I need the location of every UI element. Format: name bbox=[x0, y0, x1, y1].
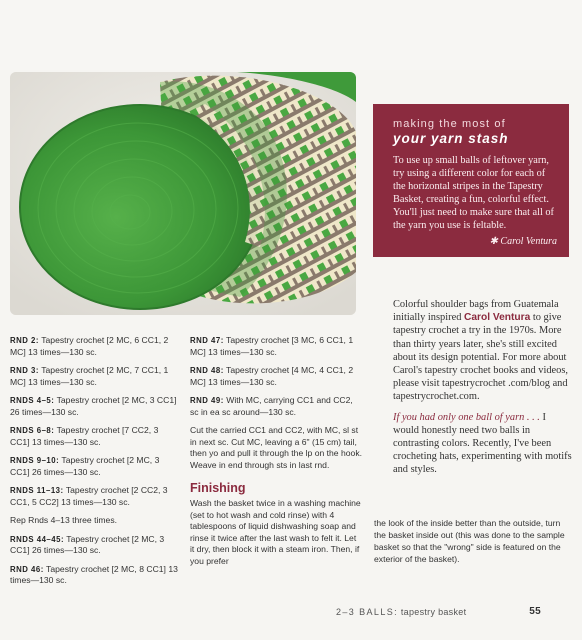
bio-text-end: to give tapestry crochet a try in the 1970s. More than thirty years later, she's still excited about its design potential. For more about Carol's tapestry crochet books and videos, please visit tapestrycrochet .com/blog and tapestrycrochet.com. bbox=[393, 312, 569, 403]
round-text: Rep Rnds 4–13 three times. bbox=[10, 515, 118, 525]
footer-section: 2–3 BALLS: bbox=[336, 607, 399, 617]
round-text: Tapestry crochet [2 MC, 6 CC1, 2 MC] 13 times—130 sc. bbox=[10, 335, 169, 357]
instruction-entry bbox=[10, 395, 178, 418]
round-label: RNDS 6–8: bbox=[10, 426, 55, 435]
round-label: RND 47: bbox=[190, 336, 224, 345]
sidebar-heading-line2: your yarn stash bbox=[393, 131, 509, 146]
page-number: 55 bbox=[529, 606, 541, 617]
instructions-column-2 bbox=[190, 335, 362, 567]
finishing-text-part1: Wash the basket twice in a washing machine (set to hot wash and cold rinse) with 4 tablespoons of liquid dishwashing soap and rinse it twice after the last wash to felt it. Let it dry, then block it with a steam iron. Then, if you prefer bbox=[190, 498, 361, 566]
round-text: Tapestry crochet [4 MC, 4 CC1, 2 MC] 13 times—130 sc. bbox=[190, 365, 354, 387]
round-label: RNDS 4–5: bbox=[10, 396, 55, 405]
footer-title: tapestry basket bbox=[400, 607, 467, 617]
instructions-column-1 bbox=[10, 335, 178, 594]
round-text: Tapestry crochet [3 MC, 6 CC1, 1 MC] 13 times—130 sc. bbox=[190, 335, 354, 357]
round-text: Tapestry crochet [2 MC, 3 CC1] 26 times—130 sc. bbox=[10, 395, 177, 417]
bio-one-ball-paragraph bbox=[393, 411, 573, 477]
finishing-heading: Finishing bbox=[190, 481, 246, 495]
yarn-stash-sidebar bbox=[373, 104, 569, 257]
bio-question: If you had only one ball of yarn . . . bbox=[393, 411, 540, 423]
round-label: RNDS 44–45: bbox=[10, 534, 65, 544]
instruction-entry bbox=[10, 564, 178, 587]
felted-basket-illustration bbox=[10, 72, 356, 315]
designer-name: Carol Ventura bbox=[464, 312, 531, 324]
instruction-entry bbox=[10, 455, 178, 478]
round-label: RND 48: bbox=[190, 366, 224, 375]
page-footer bbox=[336, 607, 576, 617]
round-label: RNDS 9–10: bbox=[10, 456, 60, 465]
round-label: RNDS 11–13: bbox=[10, 486, 64, 495]
round-label: RND 2: bbox=[10, 336, 39, 345]
round-text: Tapestry crochet [2 MC, 7 CC1, 1 MC] 13 times—130 sc. bbox=[10, 365, 169, 387]
round-text: Tapestry crochet [2 MC, 3 CC1] 26 times—130 sc. bbox=[10, 455, 160, 477]
sidebar-credit: ✱ Carol Ventura bbox=[489, 236, 557, 247]
instruction-entry bbox=[190, 335, 362, 358]
instruction-entry bbox=[190, 425, 362, 471]
round-text: Tapestry crochet [2 MC, 3 CC1] 26 times—130 sc. bbox=[10, 533, 165, 555]
round-label: RND 3: bbox=[10, 366, 39, 375]
instruction-entry bbox=[10, 365, 178, 388]
basket-photo bbox=[10, 72, 356, 315]
round-label: RND 49: bbox=[190, 396, 224, 405]
designer-bio bbox=[393, 298, 573, 484]
round-text: With MC, carrying CC1 and CC2, sc in ea sc around—130 sc. bbox=[190, 395, 353, 417]
instruction-entry bbox=[10, 485, 178, 508]
top-page-margin bbox=[0, 0, 582, 70]
instruction-entry bbox=[190, 365, 362, 388]
bio-paragraph bbox=[393, 298, 573, 404]
bio-text-start: Colorful shoulder bags from Guatemala initially inspired bbox=[393, 299, 559, 324]
sidebar-body: To use up small balls of leftover yarn, try using a different color for each of the horizontal stripes in the Tapestry Basket, creating a fun, colorful effect. You'll just need to make sure that all of the yarn you use is feltable. bbox=[393, 155, 554, 231]
instruction-entry bbox=[10, 335, 178, 358]
sidebar-heading-line1: making the most of bbox=[393, 118, 506, 130]
finishing-text-part2: the look of the inside better than the outside, turn the basket inside out (this was done to the sample basket so that the "wrong" side is featured on the exterior of the basket). bbox=[374, 518, 565, 564]
round-text: Cut the carried CC1 and CC2, with MC, sl st in next sc. Cut MC, leaving a 6" (15 cm) tail, then yo and pull it through the lp on the hook. Weave in end through sts in last rnd. bbox=[190, 425, 363, 470]
round-text: Tapestry crochet [2 MC, 8 CC1] 13 times—130 sc. bbox=[10, 563, 178, 585]
round-text: Tapestry crochet [2 CC2, 3 CC1, 5 CC2] 13 times—130 sc. bbox=[10, 485, 168, 507]
instruction-entry bbox=[10, 534, 178, 557]
round-label: RND 46: bbox=[10, 564, 44, 574]
bio-answer: I would honestly need two balls in contrasting colors. Recently, I've been crocheting hats, experimenting with motifs and styles. bbox=[393, 411, 572, 476]
round-text: Tapestry crochet [7 CC2, 3 CC1] 13 times—130 sc. bbox=[10, 425, 159, 447]
instruction-entry bbox=[10, 515, 178, 527]
instruction-entry bbox=[10, 425, 178, 448]
instruction-entry bbox=[190, 395, 362, 418]
